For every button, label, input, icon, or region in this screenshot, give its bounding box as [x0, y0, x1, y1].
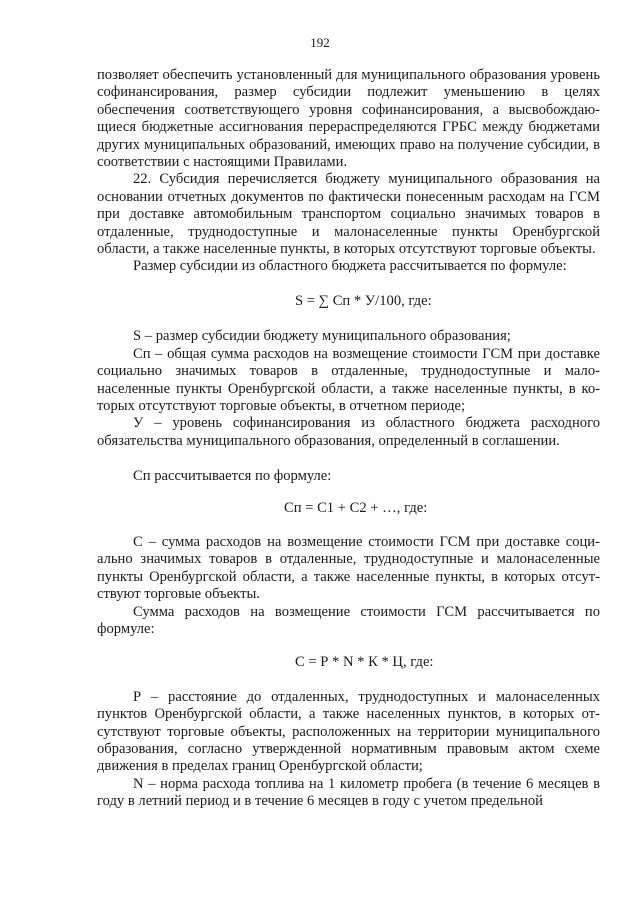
paragraph-formula-intro: Размер субсидии из областного бюджета рассчитывается по формуле:	[133, 258, 567, 275]
definition-c: С – сумма расходов на возмещение стоимости ГСМ при доставке социально значимых товаров в отдаленные, труднодоступные и малонаселенные пункты Оренбургской области, а также населенные пункты, в которых отсутствуют торговые объекты.	[97, 533, 600, 603]
definition-sp: Сп – общая сумма расходов на возмещение стоимости ГСМ при доставке социально значимых товаров в отдаленные, труднодоступные и малонаселенные пункты Оренбургской области, а также населенные пункты, в которых отсутствуют торговые объекты, в отчетном периоде;	[97, 345, 600, 414]
paragraph-sp-formula-intro: Сп рассчитывается по формуле:	[133, 468, 332, 485]
paragraph-subsidy-reduction: позволяет обеспечить установленный для муниципального образования уровень софинансирования, размер субсидии подлежит уменьшению в целях обеспечения соответствующего уровня софинансирования, а высвобождающиеся бюджетные ассигнования перераспределяются ГРБС между бюджетами других муниципальных образований, имеющих право на получение субсидии, в соответствии с настоящими Правилами.	[97, 67, 600, 171]
formula-sp: Сп = С1 + С2 + …, где:	[284, 499, 428, 516]
paragraph-clause-22: 22. Субсидия перечисляется бюджету муниципального образования на основании отчетных документов по фактически понесенным расходам на ГСМ при доставке автомобильным транспортом социально значимых товаров в отдаленные, труднодоступные и малонаселенные пункты Оренбургской области, а также населенные пункты, в которых отсутствуют торговые объекты.	[97, 171, 600, 258]
document-body	[97, 67, 600, 811]
page-number: 192	[310, 35, 330, 50]
formula-c: С = Р * N * К * Ц, где:	[295, 654, 434, 671]
formula-subsidy: S = ∑ Сп * У/100, где:	[295, 292, 432, 309]
definition-p: Р – расстояние до отдаленных, труднодоступных и малонаселенных пунктов Оренбургской области, а также населенных пунктов, в которых отсутствуют торговые объекты, расположенных на территории муниципального образования, согласно утвержденной нормативным правовым актом схеме движения в пределах границ Оренбургской области;	[97, 688, 600, 775]
definition-s: S – размер субсидии бюджету муниципального образования;	[133, 328, 511, 345]
definition-n: N – норма расхода топлива на 1 километр пробега (в течение 6 месяцев в году в летний период и в течение 6 месяцев в году с учетом предельной	[97, 775, 600, 810]
paragraph-c-formula-intro: Сумма расходов на возмещение стоимости ГСМ рассчитывается по формуле:	[97, 603, 600, 637]
definition-u: У – уровень софинансирования из областного бюджета расходного обязательства муниципального образования, определенный в соглашении.	[97, 415, 600, 449]
